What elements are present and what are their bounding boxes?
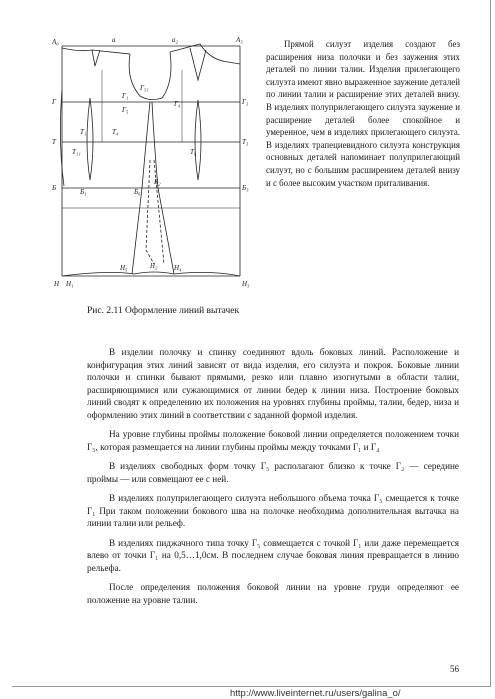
label-g5: Г₅ [122, 106, 129, 114]
label-n4: Н₄ [174, 264, 182, 272]
label-t4: Т₄ [112, 128, 119, 136]
side-paragraph: Прямой силуэт изделия создают без расширения низа полочки и без заужения этих деталей по линии талии. Изделия прилегающего силуэта имеют явно выраженное заужение деталей по линии талии и расширение этих деталей внизу. В изделиях полуприлегающего силуэта заужение и расширение деталей более спокойное и умеренное, чем в изделиях прилегающего силуэта. В изделиях трапециевидного силуэта конструкция основных деталей напоминает полуприлегающий силуэт, но с большим расширением деталей внизу и с более высоким участком приталивания. [266, 39, 460, 188]
watermark-url: http://www.liveinternet.ru/users/galina_o/ [230, 688, 401, 699]
label-b2: Б₂ [154, 178, 161, 186]
dashed-construction [146, 160, 154, 264]
body-text [87, 346, 459, 613]
label-a3: А₃ [236, 36, 243, 44]
label-b: Б [52, 184, 57, 192]
label-g3: Г₃ [242, 98, 249, 106]
figure-caption: Рис. 2.11 Оформление линий вытачек [87, 306, 240, 316]
armhole-curve [129, 52, 171, 100]
body-paragraph: В изделии полочку и спинку соединяют вдоль боковых линий. Расположение и конфигурация этих линий зависят от вида изделия, его силуэта и покроя. Боковые линии полочки и спинки бывают прямыми, резко или плавно изогнутыми в области талии, расширяющимися или сужающимися от линии бедер к линии низа. Построение боковых линий сводят к определению их положения на уровнях глубины проймы, талии, бедер, низа и оформлению этих линий в соответствии с заданной формой изделия. [87, 347, 459, 420]
label-g: Г [52, 98, 56, 106]
label-t3: Т₃ [242, 138, 249, 146]
label-t6: Т₆ [190, 148, 197, 156]
label-n1: Н₁ [66, 280, 74, 288]
label-n: Н [54, 280, 60, 288]
body-paragraph: На уровне глубины проймы положение боковой линии определяется положением точки Г₅, которая размещается на линии глубины проймы между точками Г₁ и Г₄ [87, 429, 459, 452]
pattern-svg [50, 30, 260, 290]
label-g51: Г₅₁ [140, 84, 149, 92]
label-a: а [112, 36, 116, 44]
label-g1: Г₁ [122, 92, 129, 100]
page-number: 56 [450, 664, 459, 674]
front-waist-dart [195, 100, 201, 180]
label-t11: Т₁₁ [72, 148, 81, 156]
back-shoulder-line [62, 48, 130, 54]
body-paragraph: После определения положения боковой линии на уровне груди определяют ее положение на уровне талии. [87, 582, 459, 605]
label-b3: Б₃ [242, 184, 249, 192]
label-a0: А₀ [52, 38, 59, 46]
label-n5: Н₅ [120, 264, 128, 272]
hem-curve [62, 272, 240, 276]
label-t: Т [52, 138, 56, 146]
back-waist-dart [87, 98, 93, 180]
back-shoulder-dart [92, 50, 100, 66]
body-paragraph: В изделиях полуприлегающего силуэта небольшого объема точка Г₅ смещается к точке Г₁ При таком положении бокового шва на полочке необходима дополнительная вытачка на линии талии или рельеф. [87, 493, 459, 528]
label-n3: Н₃ [242, 280, 250, 288]
label-t1: Т₁ [80, 128, 87, 136]
front-bust-dart [190, 48, 206, 80]
body-paragraph: В изделиях свободных форм точку Г₅ располагают близко к точке Г₂ — середине проймы — или совмещают ее с ней. [87, 461, 459, 484]
label-g4: Г₄ [174, 100, 181, 108]
label-b1: Б₁ [80, 188, 87, 196]
label-b6: Б₆ [134, 188, 141, 196]
label-n2: Н₂ [150, 262, 158, 270]
label-a2: а₂ [172, 36, 178, 44]
body-paragraph: В изделиях пиджачного типа точку Г₅ совмещается с точкой Г₁ или даже перемещается влево от точки Г₁ на 0,5…1,0см. В последнем случае боковая линия превращается в линию рельефа. [87, 537, 459, 573]
side-text-block [266, 38, 460, 189]
pattern-drawing [50, 30, 260, 290]
